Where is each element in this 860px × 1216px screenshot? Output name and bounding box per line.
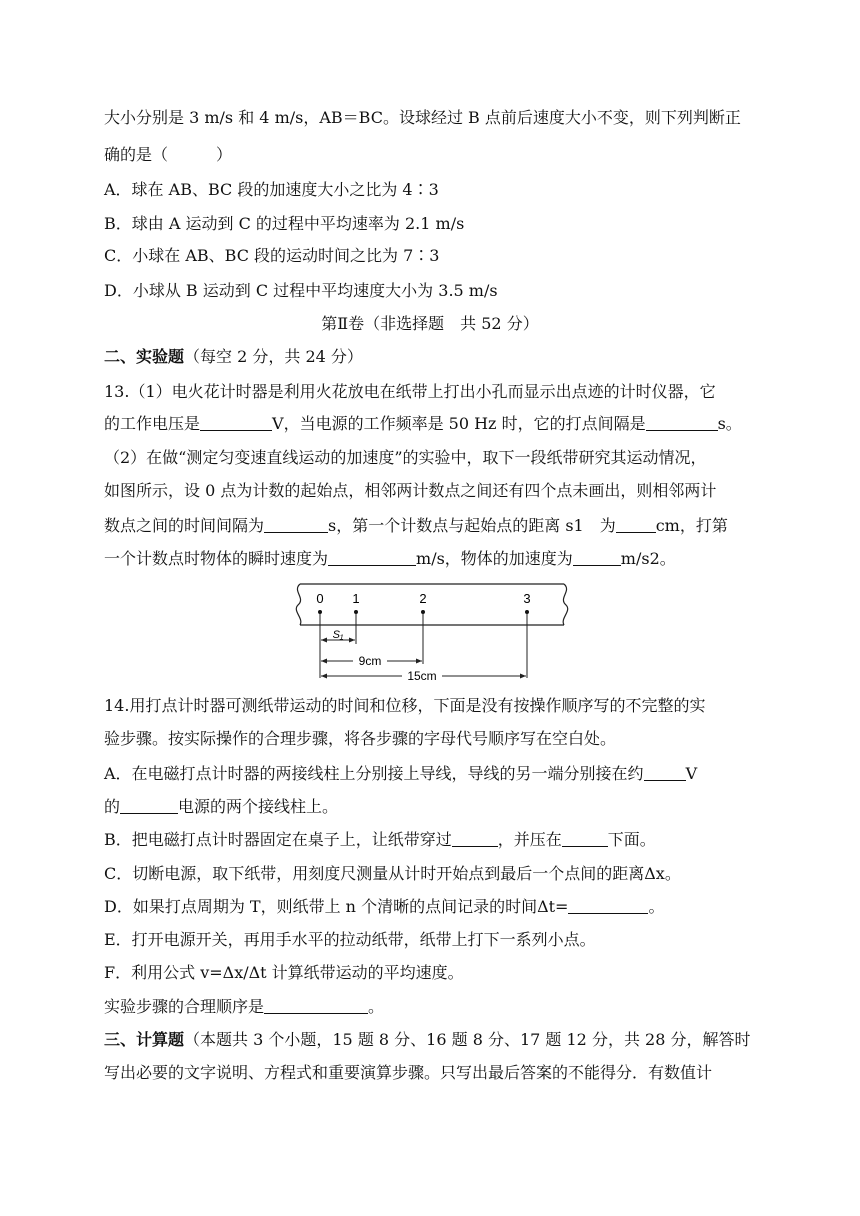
q14-step-f: F．利用公式 v=Δx/Δt 计算纸带运动的平均速度。 (104, 963, 464, 982)
q13-line-5-a: 数点之间的时间间隔为 (104, 516, 265, 535)
answer-blank-s1[interactable] (616, 516, 656, 533)
tape-dot-2 (421, 610, 425, 614)
answer-blank-supply-voltage[interactable] (644, 764, 686, 781)
distance-label-9cm: 9cm (358, 654, 382, 668)
q14-step-a-unit: V (685, 764, 698, 783)
section3-line-2: 写出必要的文字说明、方程式和重要演算步骤。只写出最后答案的不能得分．有数值计 (104, 1063, 713, 1082)
point-label-0: 0 (316, 591, 324, 606)
answer-blank-pressed-under[interactable] (562, 830, 608, 847)
q14-step-c: C．切断电源，取下纸带，用刻度尺测量从计时开始点到最后一个点间的距离Δx。 (104, 864, 681, 883)
q13-line-6 (104, 549, 676, 569)
answer-blank-time-interval[interactable] (264, 516, 328, 533)
q12-text-line-2: 确的是（ ） (104, 145, 233, 164)
distance-label-15cm: 15cm (407, 669, 437, 683)
q12-option-c: C．小球在 AB、BC 段的运动时间之比为 7∶3 (104, 246, 440, 265)
arrow-15cm-right (520, 674, 526, 679)
q14-step-a-line-2-a: 的 (104, 797, 121, 816)
point-label-3: 3 (523, 591, 531, 606)
s1-arrow-left (321, 638, 327, 643)
tape-right-tear (563, 584, 568, 625)
answer-blank-acceleration[interactable] (573, 549, 621, 566)
section2-heading-note: （每空 2 分，共 24 分） (184, 347, 363, 366)
section2-heading (104, 347, 363, 367)
tape-left-tear (296, 584, 301, 625)
q12-option-a: A．球在 AB、BC 段的加速度大小之比为 4∶3 (104, 180, 439, 199)
q14-order-text: 实验步骤的合理顺序是 (104, 997, 265, 1016)
q14-line-2: 验步骤。按实际操作的合理步骤，将各步骤的字母代号顺序写在空白处。 (104, 729, 617, 748)
answer-blank-step-order[interactable] (264, 997, 368, 1014)
answer-blank-supply-type[interactable] (120, 797, 178, 814)
q13-line-1: 13.（1）电火花计时器是利用火花放电在纸带上打出小孔而显示出点迹的计时仪器，它 (104, 382, 716, 401)
paper-tape-figure (290, 578, 580, 683)
q14-order-line (104, 997, 384, 1017)
arrow-9cm-left (321, 659, 327, 664)
q13-line-2 (104, 414, 742, 434)
q14-step-a-line-1 (104, 764, 697, 784)
q14-step-d-b: 。 (648, 897, 665, 916)
q14-step-b (104, 830, 656, 850)
q14-step-b-a: B．把电磁打点计时器固定在桌子上，让纸带穿过 (104, 830, 452, 849)
q14-step-e: E．打开电源开关，再用手水平的拉动纸带，纸带上打下一系列小点。 (104, 930, 596, 949)
q14-step-b-c: 下面。 (607, 830, 656, 849)
q13-line-2-a: 的工作电压是 (104, 414, 201, 433)
answer-blank-velocity[interactable] (328, 549, 416, 566)
answer-blank-tape-through[interactable] (452, 830, 498, 847)
q14-order-end: 。 (368, 997, 385, 1016)
q12-option-b: B．球由 A 运动到 C 的过程中平均速率为 2.1 m/s (104, 214, 465, 233)
q12-text-line-1: 大小分别是 3 m/s 和 4 m/s，AB＝BC。设球经过 B 点前后速度大小不变，则下列判断正 (104, 108, 741, 127)
q14-step-a-line-2 (104, 797, 338, 817)
section3-heading (104, 1030, 750, 1050)
tape-dot-0 (318, 610, 322, 614)
answer-blank-voltage[interactable] (200, 414, 272, 431)
q13-line-6-c: m/s2。 (620, 549, 676, 568)
q12-option-d: D．小球从 B 运动到 C 过程中平均速度大小为 3.5 m/s (104, 281, 498, 300)
s1-arrow-right (349, 638, 355, 643)
answer-blank-interval[interactable] (646, 414, 718, 431)
q14-line-1: 14.用打点计时器可测纸带运动的时间和位移，下面是没有按操作顺序写的不完整的实 (104, 696, 706, 715)
q13-line-5 (104, 516, 728, 536)
q13-line-5-c: cm，打第 (655, 516, 728, 535)
section2-heading-label: 二、实验题 (104, 347, 185, 366)
point-label-2: 2 (419, 591, 427, 606)
tape-dot-1 (354, 610, 358, 614)
q14-step-d (104, 897, 664, 917)
answer-blank-delta-t[interactable] (568, 897, 648, 914)
q13-line-2-c: s。 (717, 414, 742, 433)
section3-heading-label: 三、计算题 (104, 1030, 185, 1049)
q14-step-b-b: ，并压在 (497, 830, 562, 849)
q13-line-2-b: V，当电源的工作频率是 50 Hz 时，它的打点间隔是 (272, 414, 646, 433)
part2-title: 第Ⅱ卷（非选择题 共 52 分） (321, 314, 539, 333)
point-label-1: 1 (352, 591, 360, 606)
tape-dot-3 (525, 610, 529, 614)
q14-step-d-a: D．如果打点周期为 T，则纸带上 n 个清晰的点间记录的时间Δt= (104, 897, 569, 916)
section3-line-1: （本题共 3 个小题，15 题 8 分、16 题 8 分、17 题 12 分，共 28 分，解答时 (184, 1030, 751, 1049)
q13-line-3: （2）在做“测定匀变速直线运动的加速度”的实验中，取下一段纸带研究其运动情况， (104, 448, 707, 467)
q13-line-6-a: 一个计数点时物体的瞬时速度为 (104, 549, 329, 568)
arrow-9cm-right (416, 659, 422, 664)
q13-line-6-b: m/s，物体的加速度为 (416, 549, 573, 568)
arrow-15cm-left (321, 674, 327, 679)
q14-step-a-text: A．在电磁打点计时器的两接线柱上分别接上导线，导线的另一端分别接在约 (104, 764, 644, 783)
q13-line-5-b: s，第一个计数点与起始点的距离 s1 为 (328, 516, 616, 535)
s1-label: S₁ (332, 629, 344, 641)
q13-line-4: 如图所示，设 0 点为计数的起始点，相邻两计数点之间还有四个点未画出，则相邻两计 (104, 481, 717, 500)
q14-step-a-line-2-b: 电源的两个接线柱上。 (178, 797, 339, 816)
